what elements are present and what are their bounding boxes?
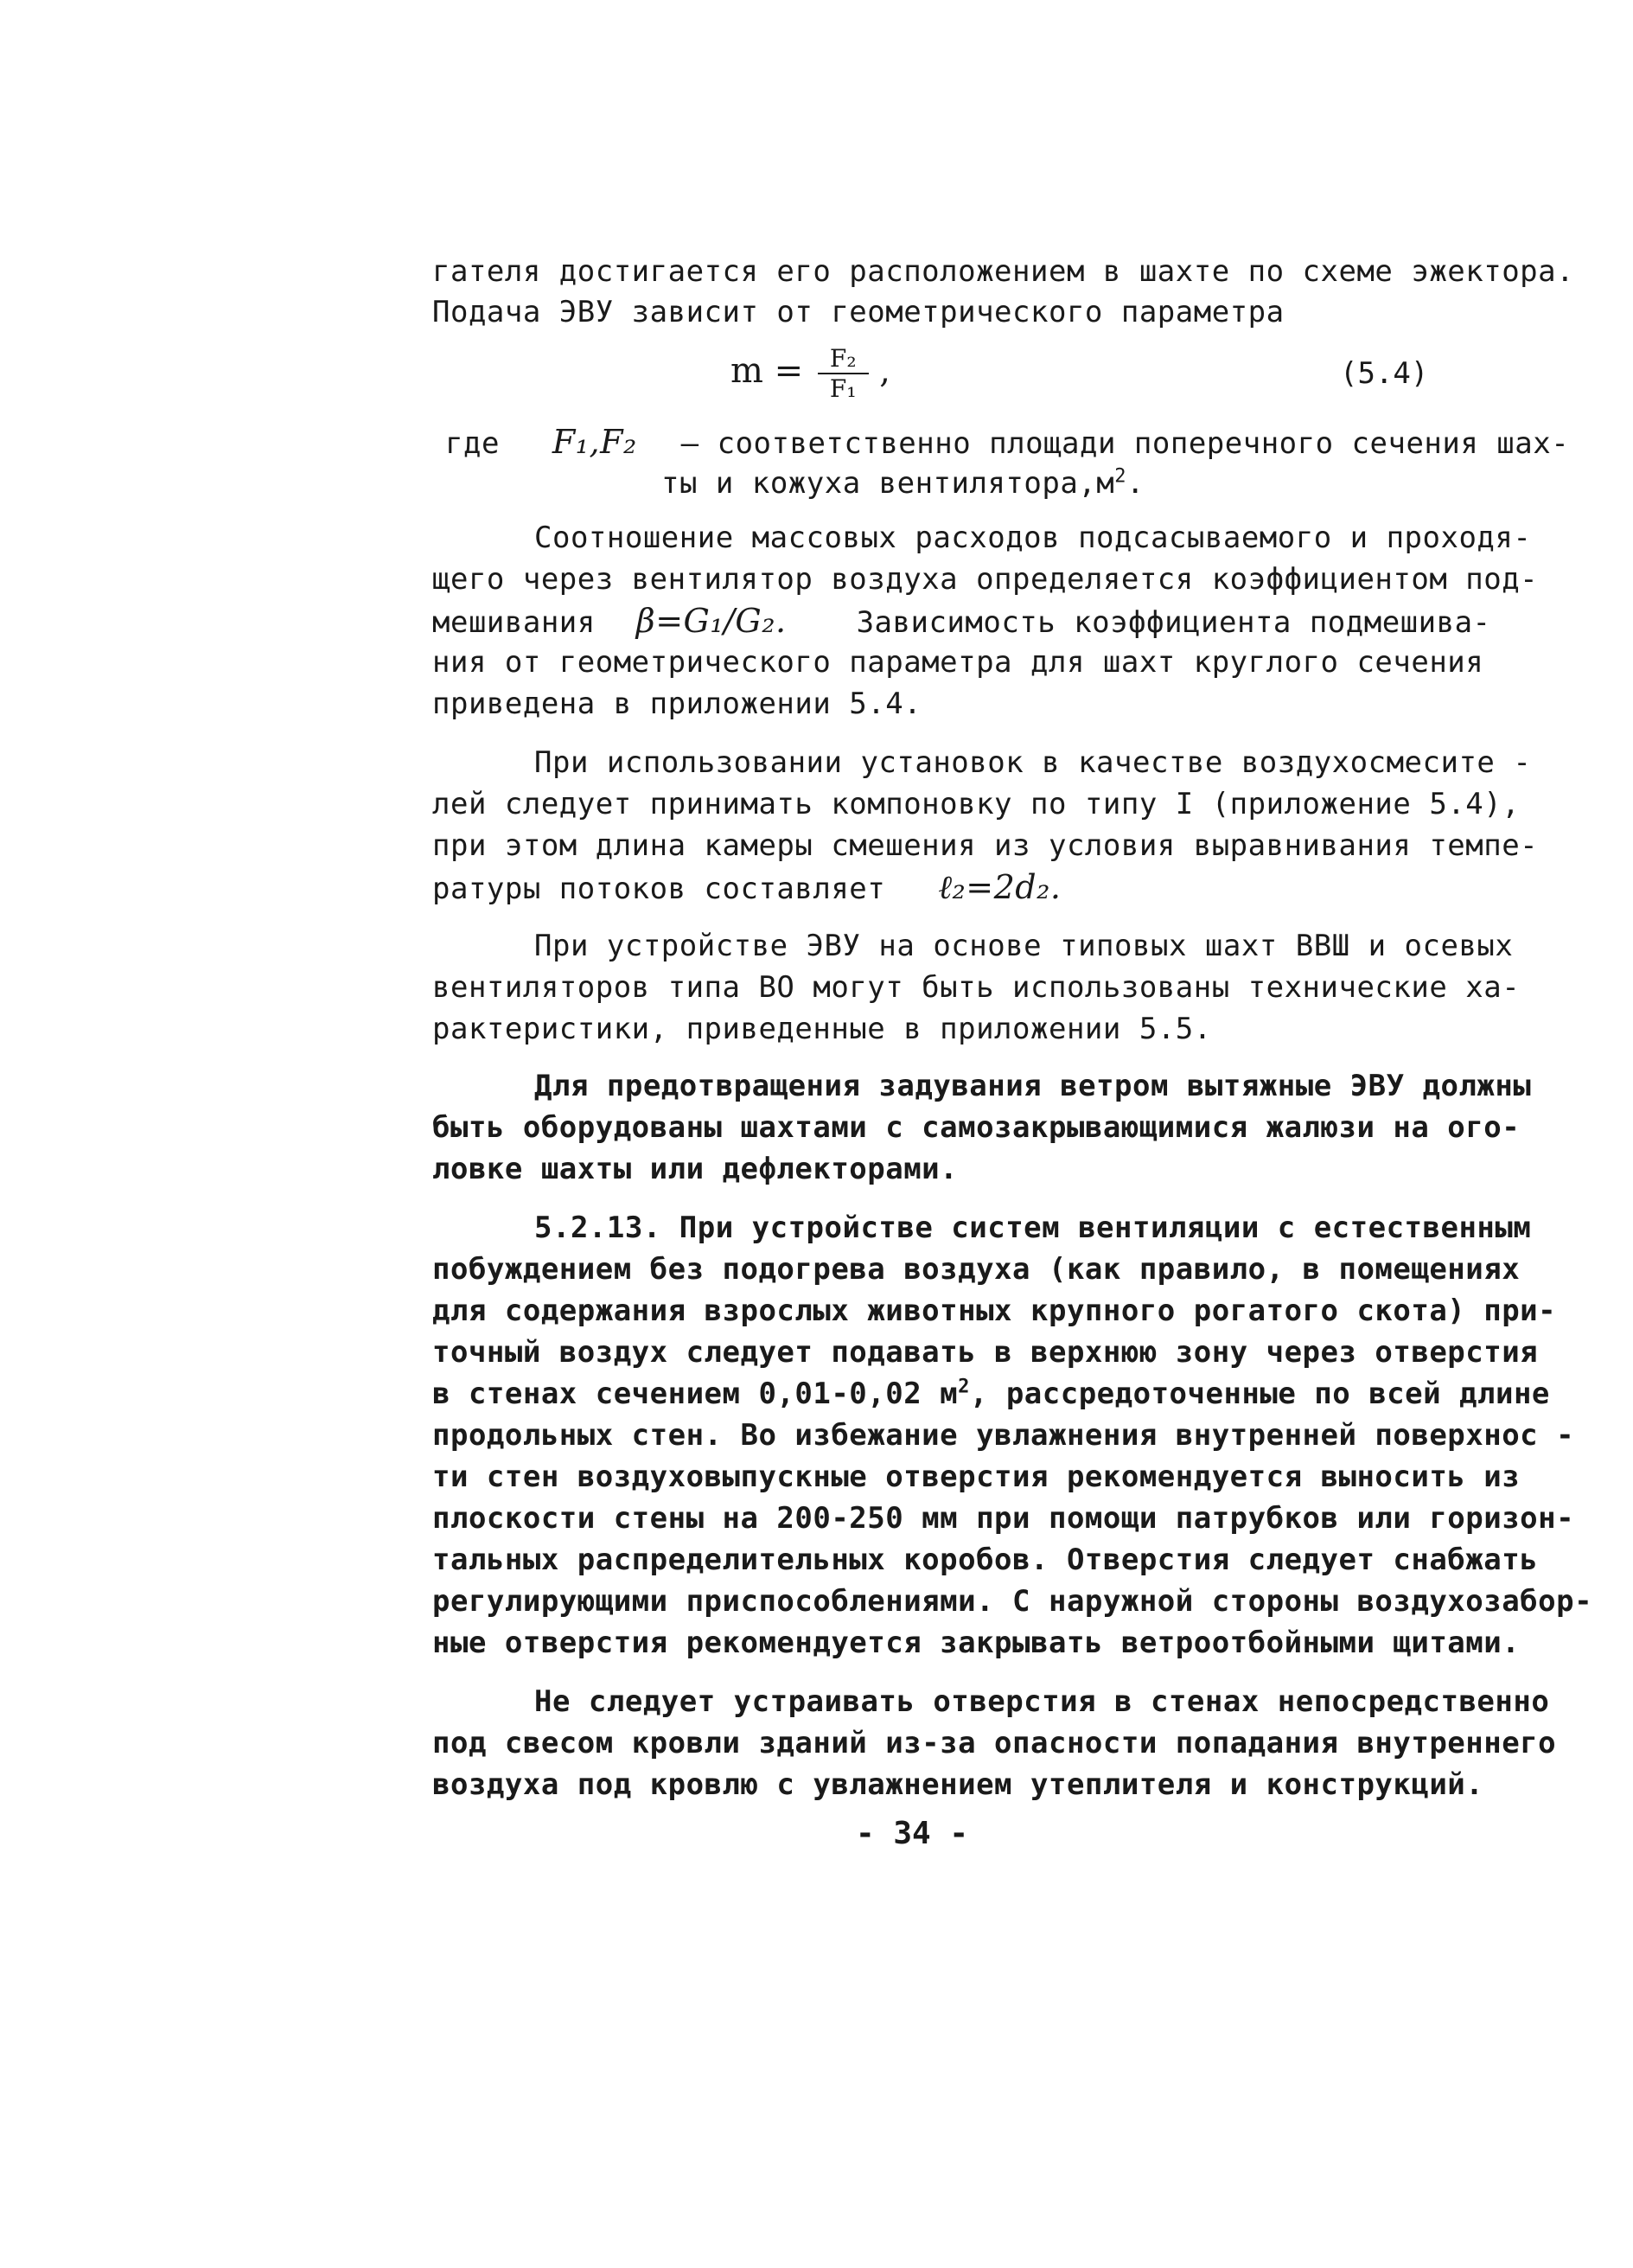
- text-line: щего через вентилятор воздуха определяется коэффициентом под-: [432, 562, 1539, 597]
- mixing-coefficient-formula: β=G₁/G₂.: [635, 602, 787, 640]
- text-line: ловке шахты или дефлекторами.: [432, 1152, 959, 1186]
- text-fragment: ратуры потоков составляет: [432, 872, 886, 906]
- text-fragment: мешивания: [432, 605, 596, 640]
- text-line: При устройстве ЭВУ на основе типовых шахт ВВШ и осевых: [534, 929, 1514, 963]
- text-line: Соотношение массовых расходов подсасываемого и проходя-: [534, 521, 1532, 555]
- text-line: регулирующими приспособлениями. С наружной стороны воздухозабор-: [432, 1584, 1593, 1619]
- text-line: воздуха под кровлю с увлажнением утеплителя и конструкций.: [432, 1767, 1484, 1802]
- where-variables: F₁,F₂: [552, 423, 637, 461]
- text-line: [432, 600, 1491, 643]
- text-line: ния от геометрического параметра для шахт круглого сечения: [432, 645, 1484, 680]
- text-line: [661, 463, 1145, 504]
- text-line: [432, 1373, 1550, 1415]
- text-line: вентиляторов типа ВО могут быть использованы технические ха-: [432, 970, 1521, 1005]
- formula-comma: ,: [879, 351, 890, 391]
- text-line: гателя достигается его расположением в шахте по схеме эжектора.: [432, 254, 1575, 289]
- text-line: при этом длина камеры смешения из условия выравнивания темпе-: [432, 828, 1539, 863]
- text-line: ные отверстия рекомендуется закрывать ветроотбойными щитами.: [432, 1626, 1521, 1660]
- text-line: Не следует устраивать отверстия в стенах непосредственно: [534, 1684, 1550, 1719]
- text-line: приведена в приложении 5.4.: [432, 687, 922, 721]
- text-line: тальных распределительных коробов. Отверстия следует снабжать: [432, 1543, 1539, 1577]
- formula-5-4: [730, 344, 890, 403]
- formula-numerator: F₂: [818, 344, 869, 374]
- text-fragment: в стенах сечением 0,01-0,02 м: [432, 1377, 959, 1411]
- formula-lhs: m =: [730, 351, 804, 391]
- page-number: - 34 -: [856, 1816, 969, 1851]
- where-text-continuation: ты и кожуха вентилятора,м: [661, 466, 1115, 501]
- superscript: 2: [1114, 465, 1126, 488]
- text-line: Подача ЭВУ зависит от геометрического параметра: [432, 295, 1285, 329]
- text-line: 5.2.13. При устройстве систем вентиляции с естественным: [534, 1211, 1532, 1245]
- text-line: [432, 866, 1061, 910]
- text-line: ти стен воздуховыпускные отверстия рекомендуется выносить из: [432, 1460, 1521, 1494]
- superscript: 2: [958, 1376, 970, 1398]
- text-line: для содержания взрослых животных крупного рогатого скота) при-: [432, 1294, 1557, 1328]
- text-line: точный воздух следует подавать в верхнюю зону через отверстия: [432, 1335, 1539, 1370]
- text-line: плоскости стены на 200-250 мм при помощи патрубков или горизон-: [432, 1501, 1575, 1536]
- text-line: лей следует принимать компоновку по типу I (приложение 5.4),: [432, 787, 1521, 821]
- text-line: быть оборудованы шахтами с самозакрывающимися жалюзи на ого-: [432, 1110, 1521, 1145]
- where-text: – соответственно площади поперечного сечения шах-: [680, 426, 1570, 461]
- chamber-length-formula: ℓ₂=2d₂.: [938, 868, 1062, 906]
- text-line: рактеристики, приведенные в приложении 5.5.: [432, 1012, 1212, 1046]
- text-fragment: Зависимость коэффициента подмешива-: [856, 605, 1491, 640]
- text-fragment: , рассредоточенные по всей длине: [969, 1377, 1550, 1411]
- period: .: [1126, 466, 1145, 501]
- where-word: где: [445, 426, 500, 461]
- text-line: продольных стен. Во избежание увлажнения внутренней поверхнос -: [432, 1418, 1575, 1453]
- where-line: [445, 421, 1569, 464]
- formula-fraction: [818, 344, 869, 403]
- text-line: Для предотвращения задувания ветром вытяжные ЭВУ должны: [534, 1069, 1532, 1103]
- text-line: При использовании установок в качестве воздухосмесите -: [534, 745, 1532, 780]
- text-line: под свесом кровли зданий из-за опасности попадания внутреннего: [432, 1726, 1557, 1760]
- text-line: побуждением без подогрева воздуха (как правило, в помещениях: [432, 1252, 1521, 1287]
- equation-number: (5.4): [1340, 356, 1429, 391]
- formula-denominator: F₁: [829, 374, 857, 403]
